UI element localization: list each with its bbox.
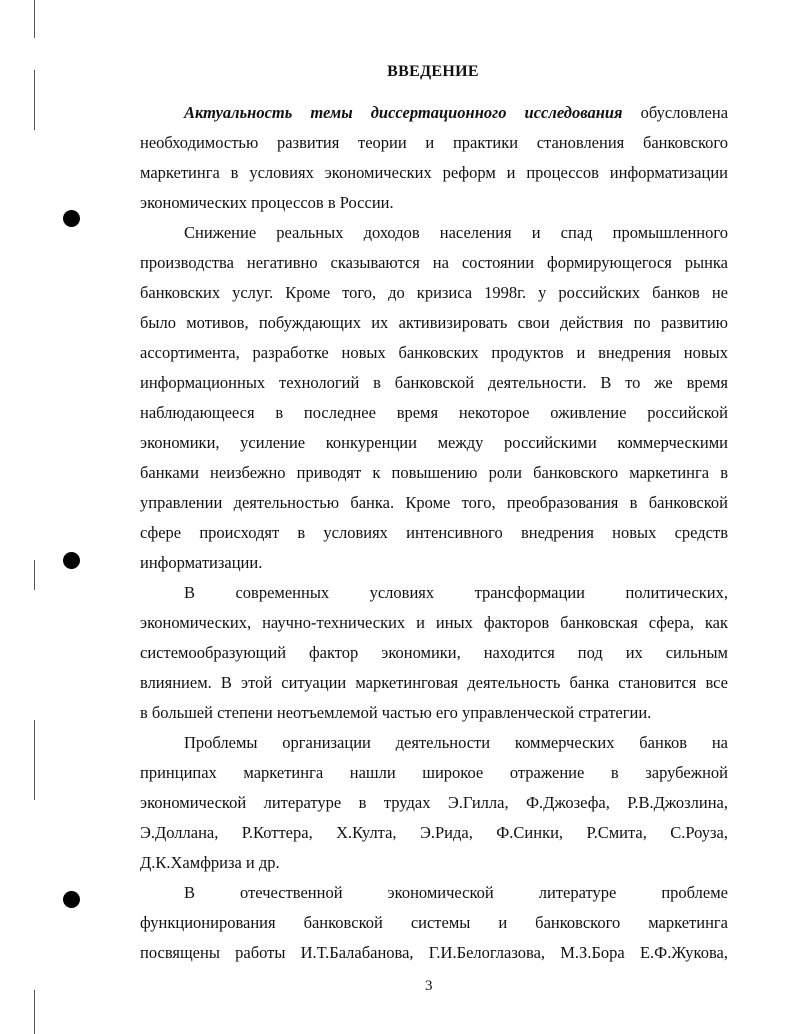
text-line: ассортимента, разработке новых банковских продуктов и внедрения новых [140,343,728,362]
margin-mark [34,0,35,38]
text-line: необходимостью развития теории и практики становления банковского [140,133,728,152]
text-line: наблюдающееся в последнее время некоторое оживление российской [140,403,728,422]
text-line: маркетинга в условиях экономических реформ и процессов информатизации [140,163,728,182]
text-line: функционирования банковской системы и банковского маркетинга [140,913,728,932]
text-line: информационных технологий в банковской деятельности. В то же время [140,373,728,392]
section-title: ВВЕДЕНИЕ [387,63,479,80]
text-line: экономических процессов в России. [140,193,394,212]
hole-punch-mark [63,210,80,227]
text-line: посвящены работы И.Т.Балабанова, Г.И.Белоглазова, М.З.Бора Е.Ф.Жукова, [140,943,728,962]
text-line: экономической литературе в трудах Э.Гилла, Ф.Джозефа, Р.В.Джозлина, [140,793,728,812]
text-line: банковских услуг. Кроме того, до кризиса 1998г. у российских банков не [140,283,728,302]
hole-punch-mark [63,891,80,908]
text-line: системообразующий фактор экономики, находится под их сильным [140,643,728,662]
text-line: В современных условиях трансформации политических, [184,583,728,602]
text-line: Д.К.Хамфриза и др. [140,853,280,872]
text-line: Актуальность темы диссертационного исследования обусловлена [184,103,729,122]
text-line: Снижение реальных доходов населения и спад промышленного [184,223,728,242]
text-line: влиянием. В этой ситуации маркетинговая деятельность банка становится все [140,673,728,692]
text-line: в большей степени неотъемлемой частью его управленческой стратегии. [140,703,652,722]
text-line: Э.Доллана, Р.Коттера, Х.Култа, Э.Рида, Ф.Синки, Р.Смита, С.Роуза, [140,823,728,842]
margin-mark [34,990,35,1034]
text-line: банками неизбежно приводят к повышению роли банковского маркетинга в [140,463,728,482]
margin-mark [34,560,35,590]
text-line: было мотивов, побуждающих их активизировать свои действия по развитию [140,313,728,332]
text-line: В отечественной экономической литературе проблеме [184,883,728,902]
text-line: экономических, научно-технических и иных факторов банковская сфера, как [140,613,728,632]
margin-mark [34,720,35,800]
text-line: сфере происходят в условиях интенсивного внедрения новых средств [140,523,728,542]
hole-punch-mark [63,552,80,569]
page-number: 3 [425,978,433,994]
text-line: управлении деятельностью банка. Кроме того, преобразования в банковской [140,493,728,512]
lead-phrase: Актуальность темы диссертационного исследования [184,103,623,122]
text-line: принципах маркетинга нашли широкое отражение в зарубежной [140,763,728,782]
text-line: производства негативно сказываются на состоянии формирующегося рынка [140,253,728,272]
text-line: Проблемы организации деятельности коммерческих банков на [184,733,728,752]
text-line: экономики, усиление конкуренции между российскими коммерческими [140,433,728,452]
text-line: информатизации. [140,553,263,572]
